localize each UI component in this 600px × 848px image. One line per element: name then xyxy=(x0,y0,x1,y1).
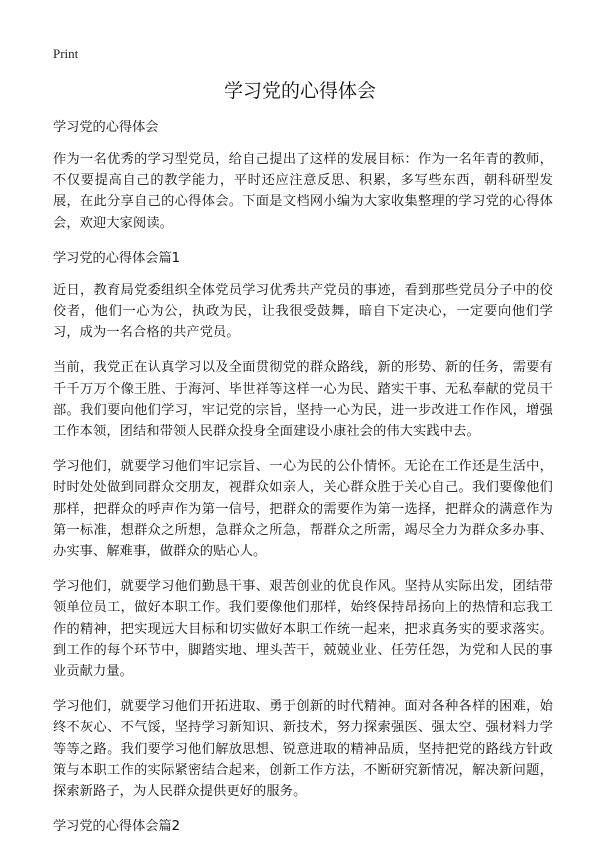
paragraph: 作为一名优秀的学习型党员，给自己提出了这样的发展目标：作为一名年青的教师，不仅要提高自己的教学能力，平时还应注意反思、积累，多写些东西，朝科研型发展，在此分享自己的心得体会。下面是文档网小编为大家收集整理的学习党的心得体会，欢迎大家阅读。 xyxy=(53,152,553,231)
section-heading: 学习党的心得体会 xyxy=(53,120,159,135)
paragraph: 学习他们，就要学习他们勤恳干事、艰苦创业的优良作风。坚持从实际出发，团结带领单位员工，做好本职工作。我们要像他们那样，始终保持昂扬向上的热情和忘我工作的精神，把实现远大目标和切实做好本职工作统一起来，把求真务实的要求落实。到工作的每个环节中，脚踏实地、埋头苦干，兢兢业业、任劳任怨，为党和人民的事业贡献力量。 xyxy=(53,579,553,680)
section-heading: 学习党的心得体会篇2 xyxy=(53,819,181,835)
document-body xyxy=(53,117,553,848)
paragraph: 学习他们，就要学习他们牢记宗旨、一心为民的公仆情怀。无论在工作还是生活中，时时处处做到同群众交朋友，视群众如亲人，关心群众胜于关心自己。我们要像他们那样，把群众的呼声作为第一信号，把群众的需要作为第一选择，把群众的满意作为第一标准，想群众之所想，急群众之所急，帮群众之所需，竭尽全力为群众多办事、办实事、解难事，做群众的贴心人。 xyxy=(53,459,553,560)
print-link[interactable]: Print xyxy=(53,46,79,61)
paragraph: 当前，我党正在认真学习以及全面贯彻党的群众路线，新的形势、新的任务，需要有千千万万个像王胜、于海河、毕世祥等这样一心为民、踏实干事、无私奉献的党员干部。我们要向他们学习，牢记党的宗旨，坚持一心为民，进一步改进工作作风，增强工作本领，团结和带领人民群众投身全面建设小康社会的伟大实践中去。 xyxy=(53,360,553,440)
section-heading: 学习党的心得体会篇1 xyxy=(53,250,181,266)
document-title: 学习党的心得体会 xyxy=(223,80,376,102)
paragraph: 学习他们，就要学习他们开拓进取、勇于创新的时代精神。面对各种各样的困难，始终不灰心、不气馁，坚持学习新知识、新技术，努力探索强医、强太空、强材料力学等等之路。我们要学习他们解放思想、锐意进取的精神品质，坚持把党的路线方针政策与本职工作的实际紧密结合起来，创新工作方法，不断研究新情况，解决新问题，探索新路子，为人民群众提供更好的服务。 xyxy=(53,699,553,800)
paragraph: 近日，教育局党委组织全体党员学习优秀共产党员的事迹，看到那些党员分子中的佼佼者，他们一心为公，执政为民，让我很受鼓舞，暗自下定决心，一定要向他们学习，成为一名合格的共产党员。 xyxy=(53,282,553,341)
